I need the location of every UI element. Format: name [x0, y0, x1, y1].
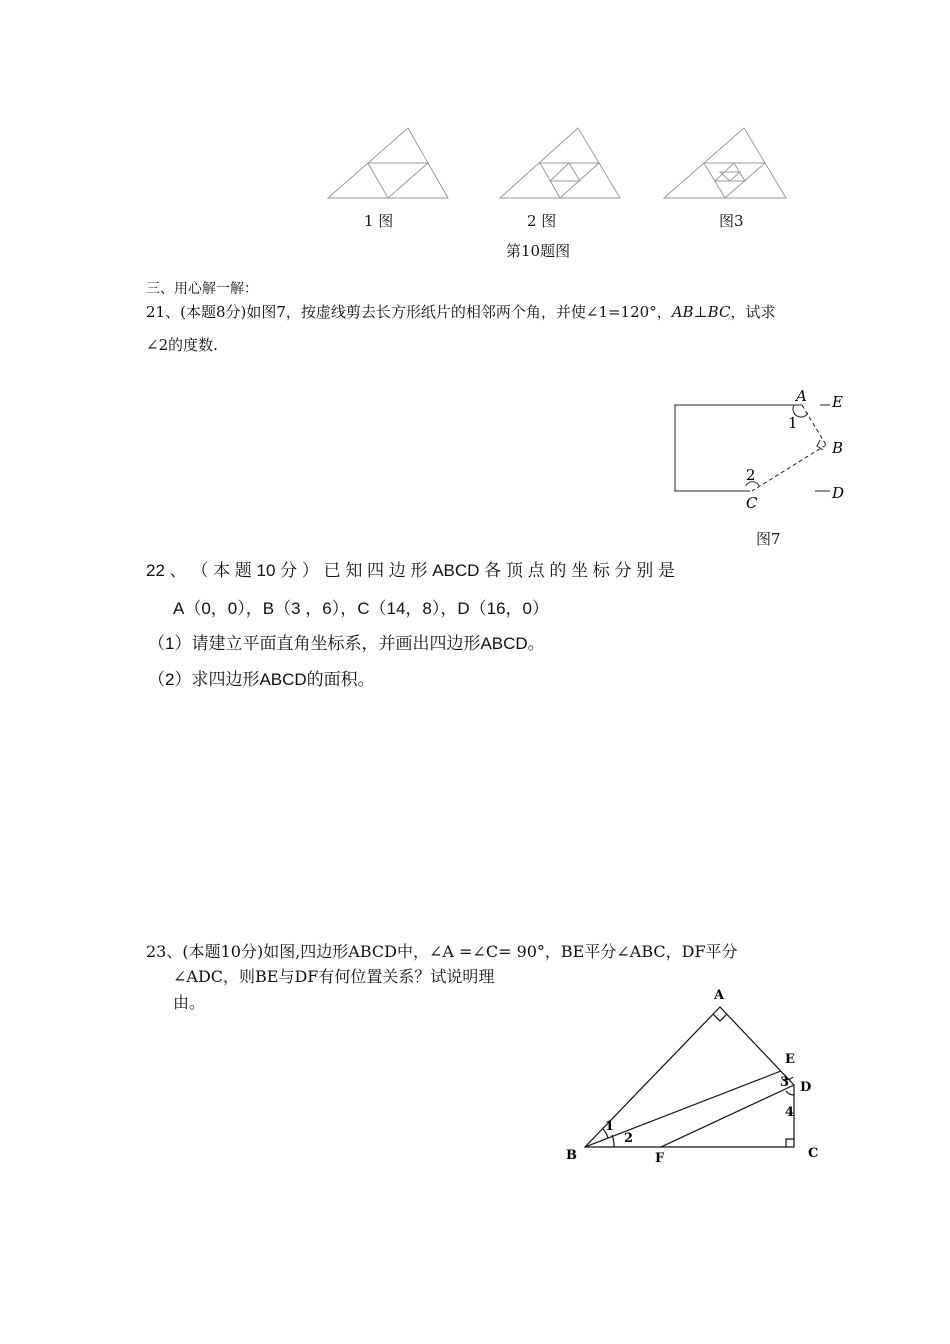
q23-line1: 23、(本题10分)如图,四边形ABCD中，∠A =∠C= 90°，BE平分∠ABC，DF平分: [146, 942, 738, 961]
q21-line2: ∠2的度数.: [146, 336, 218, 354]
fig10-caption-3: 图3: [719, 212, 744, 230]
q23-quadrilateral-diagram: [560, 985, 830, 1170]
q23-label-1: 1: [605, 1119, 615, 1134]
section-heading: 三、用心解一解：: [146, 281, 258, 297]
fig7-label-A: A: [796, 387, 807, 405]
fig7-label-1: 1: [788, 414, 798, 432]
fig10-triangle-2: [500, 128, 620, 198]
q21-line1-post: ，试求: [730, 303, 776, 321]
q23-label-E: E: [785, 1052, 795, 1067]
fig7-label-2: 2: [746, 466, 756, 484]
fig10-triangles: [320, 120, 790, 210]
fig10-triangle-3: [664, 128, 786, 198]
q23-label-3: 3: [780, 1075, 790, 1090]
fig10-caption-1: 1 图: [364, 212, 394, 230]
q23-label-4: 4: [785, 1105, 795, 1120]
q21-line1-pre: 21、(本题8分)如图7，按虚线剪去长方形纸片的相邻两个角，并使∠1=120°，: [146, 303, 672, 321]
q23-label-A: A: [714, 988, 725, 1003]
q23-line2: ∠ADC，则BE与DF有何位置关系？试说明理: [173, 967, 495, 986]
q21-line1: [146, 302, 775, 322]
fig10-caption-2: 2 图: [527, 212, 557, 230]
fig10-triangle-1: [328, 128, 448, 198]
q23-label-2: 2: [624, 1131, 634, 1146]
q23-label-B: B: [566, 1148, 577, 1163]
q23-label-D: D: [800, 1080, 812, 1095]
q22-part1: （1）请建立平面直角坐标系，并画出四边形ABCD。: [148, 634, 545, 653]
q22-line1: 22 、 （ 本 题 10 分 ） 已 知 四 边 形 ABCD 各 顶 点 的 坐 标 分 别 是: [146, 561, 675, 580]
fig7-label-D: D: [832, 484, 845, 502]
fig7-rectangle-diagram: [660, 385, 860, 515]
q23-line3: 由。: [173, 993, 206, 1012]
fig7-label-C: C: [746, 494, 758, 512]
q21-line1-italic: AB⊥BC: [671, 303, 731, 321]
fig7-label-B: B: [832, 439, 844, 457]
fig7-label-E: E: [832, 393, 843, 411]
fig10-title: 第10题图: [506, 242, 571, 260]
q22-line2: A（0，0），B（3 ，6），C（14，8），D（16，0）: [173, 599, 549, 618]
q22-part2: （2）求四边形ABCD的面积。: [148, 670, 375, 689]
q23-label-F: F: [655, 1151, 665, 1166]
q23-label-C: C: [808, 1146, 819, 1161]
fig7-caption: 图7: [756, 530, 781, 548]
